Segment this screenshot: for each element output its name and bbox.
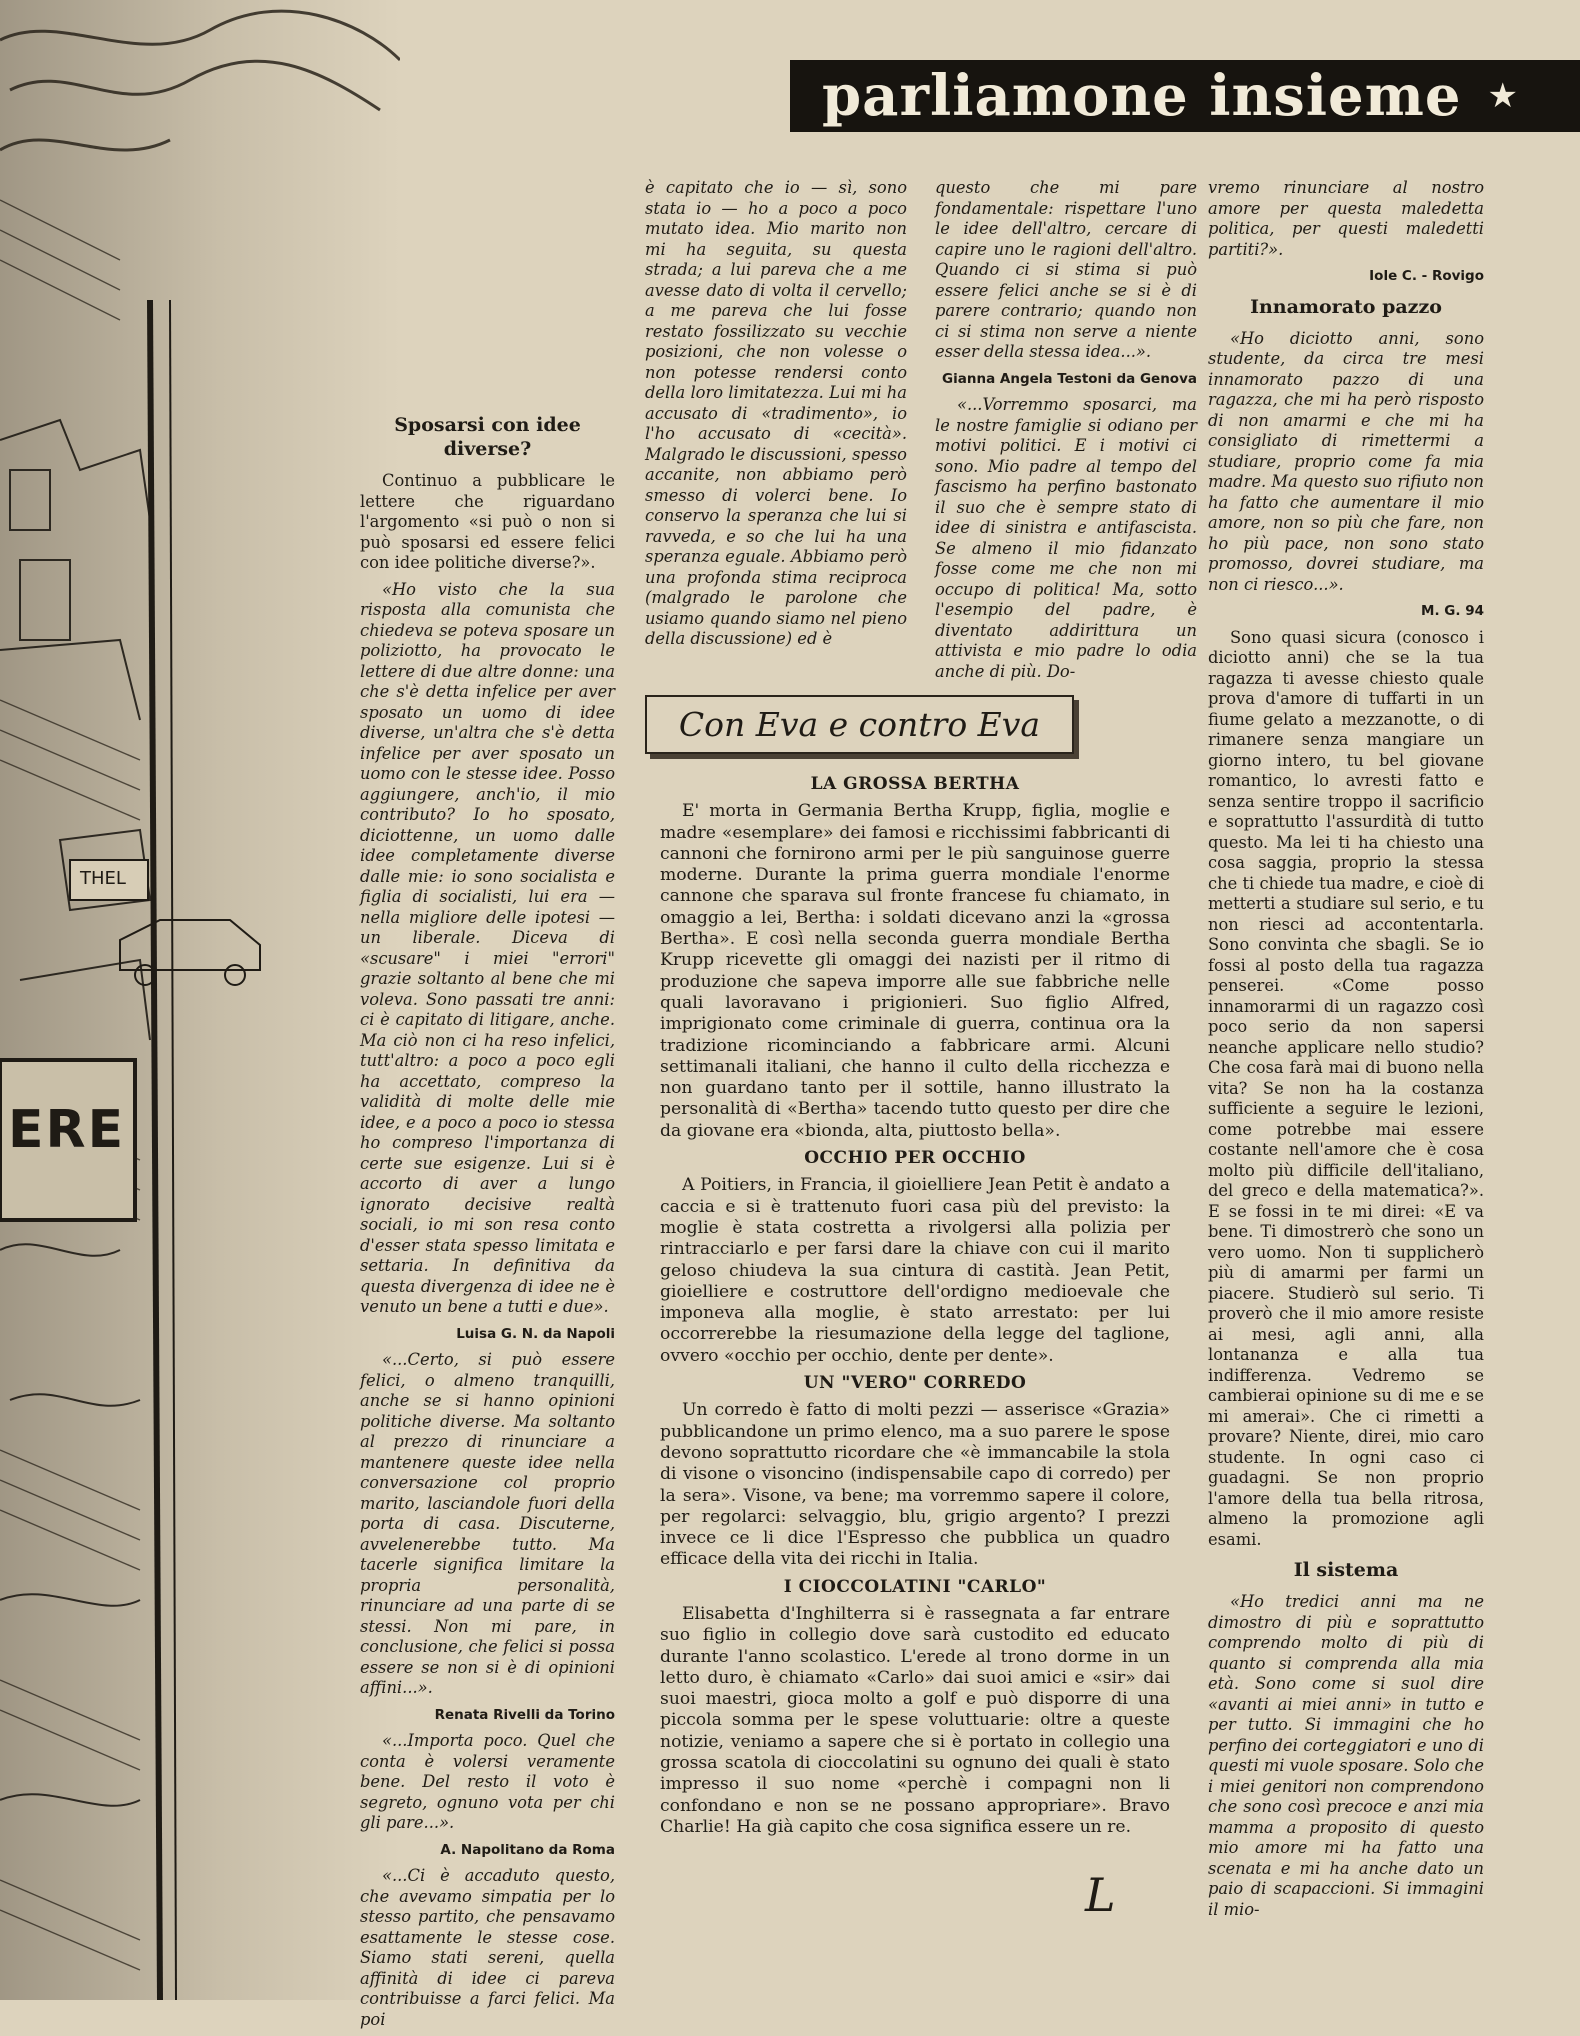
sign-board-text: ERE (8, 1100, 126, 1160)
letter-signature: A. Napolitano da Roma (440, 1841, 615, 1858)
eva-section-body (660, 768, 1170, 1844)
letter-paragraph: «Ho diciotto anni, sono studente, da circa tre mesi innamorato pazzo di una ragazza, che mi ha però risposto di non amarmi e che mi ha consigliato di rimettermi a studiare, proprio come fa mia madre. Ma questo suo rifiuto non ha fatto che aumentare il mio amore, non so più che fare, non ho più pace, non sono stato promosso, dovrei studiare, ma non ci riesco...». (1208, 328, 1484, 594)
letter-signature: Renata Rivelli da Torino (434, 1706, 615, 1723)
letter-paragraph: «...Certo, si può essere felici, o almeno tranquilli, anche se si hanno opinioni politiche diverse. Ma soltanto al prezzo di rinunciare a mantenere queste idee nella conversazione col proprio marito, lasciandole fuori della porta di casa. Discuterne, avvelenerebbe tutto. Ma tacerle significa limitare la propria personalità, rinunciare ad una parte di se stessi. Non mi pare, in conclusione, che felici si possa essere se non si è di opinioni affini...». (360, 1350, 615, 1697)
shop-plate-text: THEL (80, 868, 126, 889)
letter-continuation: questo che mi pare fondamentale: rispettare l'uno le idee dell'altro, cercare di capire uno le ragioni dell'altro. Quando ci si stima si può essere felici anche se si è di parere contrario; quando non ci si stima non serve a niente esser della stessa idea...». (935, 178, 1197, 361)
news-paragraph: A Poitiers, in Francia, il gioielliere Jean Petit è andato a caccia e si è trattenuto fuori casa più del previsto: la moglie è stata costretta a rivolgersi alla polizia per rintracciarlo e per farsi dare la chiave con cui il marito geloso chiudeva la sua cintura di castità. Jean Petit, gioielliere e costruttore dell'ordigno medioevale che imponeva alla moglie, è stato arrestato: per lui occorrerebbe la riesumazione della legge del taglione, ovvero «occhio per occhio, dente per dente». (660, 1175, 1170, 1366)
letter-continuation: vremo rinunciare al nostro amore per questa maledetta politica, per questi maledetti partiti?». (1208, 178, 1484, 259)
star-icon: ★ (1487, 76, 1519, 116)
section-title: parliamone insieme (822, 63, 1462, 129)
letter-signature: Luisa G. N. da Napoli (456, 1325, 615, 1342)
letter-paragraph: «...Vorremmo sposarci, ma le nostre famiglie si odiano per motivi politici. E i motivi ci sono. Mio padre al tempo del fascismo ha perfino bastonato il suo che è sempre stato di idee di sinistra e antifascista. Se almeno il mio fidanzato fosse come me che non mi occupo di politica! Ma, sotto l'esempio del padre, è diventato addirittura un attivista e mio padre lo odia anche di più. Do- (935, 395, 1197, 681)
column-4 (1208, 178, 1484, 1926)
intro-paragraph: Continuo a pubblicare le lettere che riguardano l'argomento «si può o non si può sposarsi ed essere felici con idee politiche diverse?». (360, 471, 615, 572)
letter-continuation: è capitato che io — sì, sono stata io — ho a poco a poco mutato idea. Mio marito non mi ha seguita, su questa strada; a lui pareva che a me avesse dato di volta il cervello; a me pareva che lui fosse restato fossilizzato su vecchie posizioni, che non volesse o non potesse rendersi conto della loro limitatezza. Lui mi ha accusato di «tradimento», io l'ho accusato di «cecità». Malgrado le discussioni, spesso accanite, non abbiamo però smesso di volerci bene. Io conservo la speranza che lui si ravveda, e so che lui ha una speranza eguale. Abbiamo però una profonda stima reciproca (malgrado le parolone che usiamo quando siamo nel pieno della discussione) ed è (645, 178, 907, 648)
news-paragraph: Un corredo è fatto di molti pezzi — asserisce «Grazia» pubblicandone un primo elenco, ma a suo parere le spose devono soprattutto ricordare che «è immancabile la stola di visone o visoncino (indispensabile capo di corredo) per la sera». Visone, va bene; ma vorremmo sapere il colore, per regolarci: selvaggio, blu, grigio argento? I prezzi invece ce li dice l'Espresso che pubblica un quadro efficace della vita dei ricchi in Italia. (660, 1400, 1170, 1570)
signature-flourish: L (1085, 1868, 1116, 1922)
letter-signature: Iole C. - Rovigo (1369, 268, 1484, 284)
letter-signature: M. G. 94 (1421, 603, 1484, 619)
news-paragraph: E' morta in Germania Bertha Krupp, figlia, moglie e madre «esemplare» dei famosi e ricchissimi fabbricanti di cannoni che fornirono armi per le più sanguinose guerre moderne. Durante la prima guerra mondiale l'enorme cannone che sparava sul fronte francese fu chiamato, in omaggio a lei, Bertha: i soldati dicevano anzi la «grossa Bertha». E così nella seconda guerra mondiale Bertha Krupp ricevette gli omaggi dei nazisti per il ritmo di produzione che sapeva imporre alle sue fabbriche nelle quali lavoravano i prigionieri. Suo figlio Alfred, imprigionato come criminale di guerra, continua ora la tradizione ricominciando a fabbricare armi. Alcuni settimanali italiani, che hanno il culto della ricchezza e non guardano tanto per il sottile, hanno illustrato la personalità di «Bertha» tacendo tutto questo per dire che da giovane era «bionda, alta, piuttosto bella». (660, 801, 1170, 1141)
street-illustration (0, 0, 400, 2000)
article-heading-sistema: Il sistema (1293, 1559, 1399, 1581)
letter-paragraph: «...Ci è accaduto questo, che avevamo simpatia per lo stesso partito, che pensavamo esattamente le stesse cose. Siamo stati sereni, quella affinità di idee ci pareva contribuisse a farci felici. Ma poi (360, 1866, 615, 2029)
article-heading-sposarsi: Sposarsi con idee diverse? (394, 414, 581, 460)
column-1 (360, 405, 615, 2036)
letter-signature: Gianna Angela Testoni da Genova (942, 370, 1197, 387)
letter-paragraph: «Ho tredici anni ma ne dimostro di più e soprattutto comprendo molto di più di quanto si comprenda alla mia età. Sono come si suol dire «avanti ai miei anni» in tutto e per tutto. Si immagini che ho perfino dei corteggiatori e uno di questi mi vuole sposare. Solo che i miei genitori non comprendono che sono così precoce e anzi mia mamma a proposito di questo mio amore mi ha fatto una scenata e mi ha anche dato un paio di scapaccioni. Si immagini il mio- (1208, 1592, 1484, 1919)
news-heading: UN "VERO" CORREDO (803, 1373, 1027, 1394)
news-paragraph: Elisabetta d'Inghilterra si è rassegnata a far entrare suo figlio in collegio dove sarà custodito ed educato durante l'anno scolastico. L'erede al trono dorme in un letto duro, è chiamato «Carlo» dai suoi amici e «sir» dai suoi maestri, gioca molto a golf e può disporre di una piccola somma per le spese voluttuarie: oltre a queste notizie, veniamo a sapere che si è portato in collegio una grossa scatola di cioccolatini su ognuno dei quali è stato impresso il suo nome «perchè i compagni non li confondano e non se ne possano appropriare». Bravo Charlie! Ha già capito che cosa significa essere un re. (660, 1603, 1170, 1837)
letter-paragraph: «...Importa poco. Quel che conta è volersi veramente bene. Del resto il voto è segreto, ognuno vota per chi gli pare...». (360, 1731, 615, 1832)
article-heading-innamorato: Innamorato pazzo (1250, 295, 1442, 318)
eva-section-title-box (645, 695, 1074, 754)
eva-section-title: Con Eva e contro Eva (678, 705, 1041, 744)
column-3 (935, 178, 1197, 688)
section-banner (790, 60, 1580, 132)
news-heading: I CIOCCOLATINI "CARLO" (783, 1576, 1047, 1597)
column-2 (645, 178, 907, 656)
answer-paragraph: Sono quasi sicura (conosco i diciotto anni) che se la tua ragazza ti avesse chiesto quale prova d'amore di tuffarti in un fiume gelato a mezzanotte, o di rimanere senza mangiare un giorno intero, tu bel giovane romantico, lo avresti fatto e senza sentire troppo il sacrificio e soprattutto l'assurdità di tutto questo. Ma lei ti ha chiesto una cosa saggia, proprio la stessa che ti chiede tua madre, e cioè di metterti a studiare sul serio, e tu non riesci ad accontentarla. Sono convinta che sbagli. Se io fossi al posto della tua ragazza penserei. «Come posso innamorarmi di un ragazzo così poco serio da non sapersi neanche applicare nello studio? Che cosa farà mai di buono nella vita? Se non ha la costanza sufficiente a seguire le lezioni, come potrebbe mai essere costante nell'amore che è cosa molto più difficile dell'italiano, del greco e della matematica?». E se fossi in te mi direi: «E va bene. Ti dimostrerò che sono un vero uomo. Non ti supplicherò più di amarmi per farmi un piacere. Studierò sul serio. Ti proverò che il mio amore resiste ai mesi, agli anni, alla lontananza e alla tua indifferenza. Vedremo se cambierai opinione su di me e se mi amerai». Che ci rimetti a provare? Niente, direi, mio caro studente. In ogni caso ci guadagni. Se non proprio l'amore della tua bella ritrosa, almeno la promozione agli esami. (1208, 627, 1484, 1549)
news-heading: LA GROSSA BERTHA (810, 774, 1020, 794)
letter-paragraph: «Ho visto che la sua risposta alla comunista che chiedeva se poteva sposare un poliziotto, ha provocato le lettere di due altre donne: una che s'è detta infelice per aver sposato un uomo di idee diverse, un'altra che s'è detta infelice per aver sposato un uomo con le stesse idee. Posso aggiungere, anch'io, il mio contributo? Io ho sposato, diciottenne, un uomo dalle idee completamente diverse dalle mie: io sono socialista e figlia di socialisti, lui era — nella migliore delle ipotesi — un liberale. Diceva di «scusare" i miei "errori" grazie soltanto al bene che mi voleva. Sono passati tre anni: ci è capitato di litigare, anche. Ma ciò non ci ha reso infelici, tutt'altro: a poco a poco egli ha accettato, compreso la validità di molte delle mie idee, e a poco a poco io stessa ho compreso l'importanza di certe sue esigenze. Lui si è accorto di aver a lungo ignorato decisive realtà sociali, io mi son resa conto d'esser stata spesso limitata e settaria. In definitiva da questa divergenza di idee ne è venuto un bene a tutti e due». (360, 579, 615, 1316)
news-heading: OCCHIO PER OCCHIO (804, 1148, 1026, 1169)
